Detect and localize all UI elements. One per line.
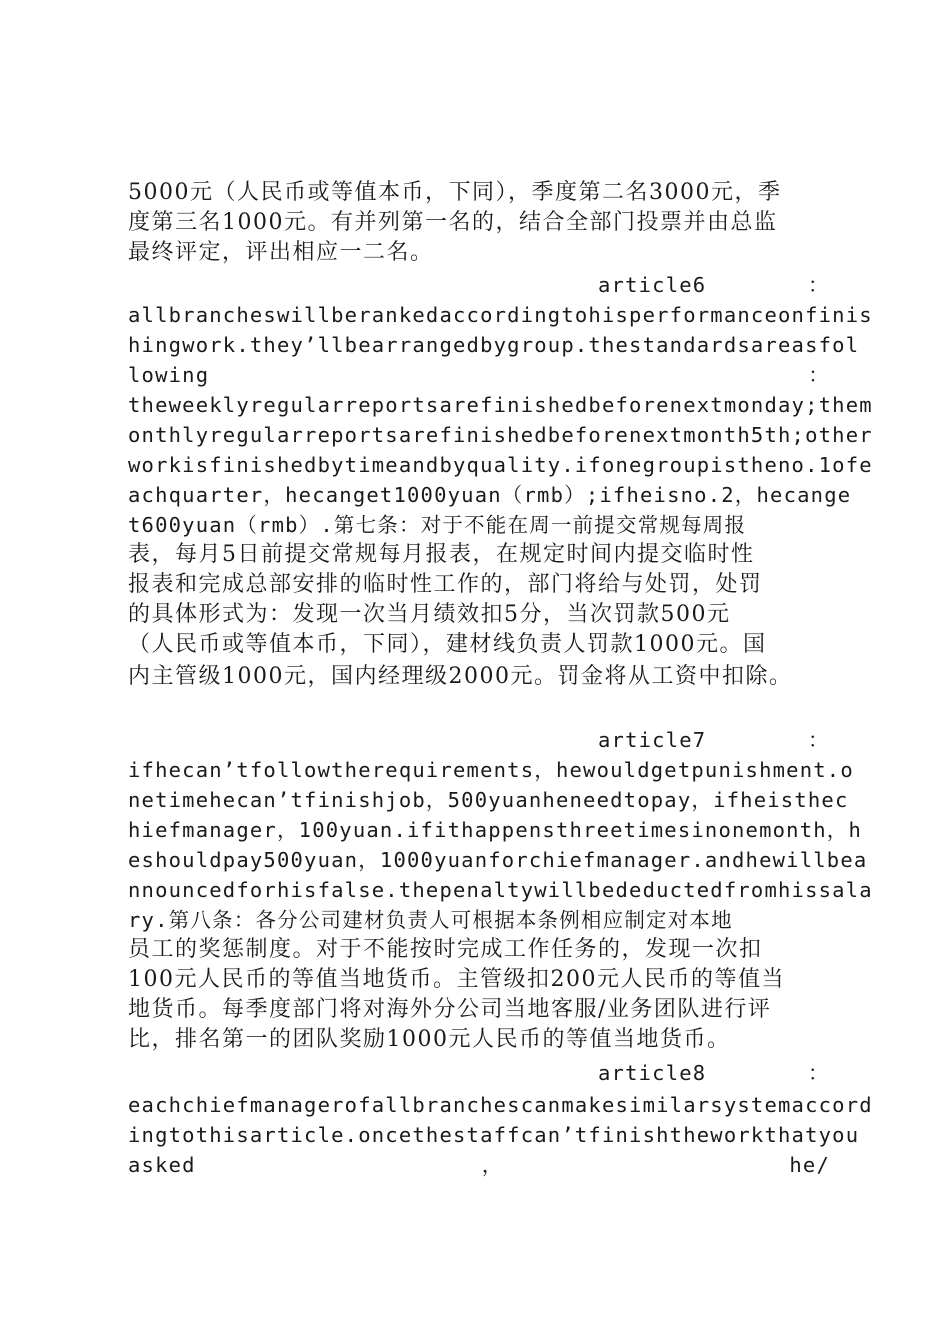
text-line: allbrancheswillberankedaccordingtohisperformanceonfinis [128, 303, 873, 327]
article-7-heading [128, 725, 830, 755]
article-label: article7 [598, 728, 707, 752]
text-line: 5000元（人民币或等值本币，下同），季度第二名3000元，季 [128, 180, 782, 205]
article-8-heading [128, 1058, 830, 1088]
text-line: 内主管级1000元，国内经理级2000元。罚金将从工资中扣除。 [128, 664, 793, 689]
text-line: 比，排名第一的团队奖励1000元人民币的等值当地货币。 [128, 1027, 731, 1052]
text-line: ifhecan’tfollowtherequirements，hewouldgetpunishment.o [128, 758, 854, 782]
text-line-split [128, 360, 830, 390]
split-word: lowing [128, 363, 210, 387]
text-line: theweeklyregularreportsarefinishedbeforenextmonday;them [128, 393, 873, 417]
text-line: 表，每月5日前提交常规每月报表，在规定时间内提交临时性 [128, 542, 755, 567]
text-line: 员工的奖惩制度。对于不能按时完成工作任务的，发现一次扣 [128, 937, 763, 962]
text-line: t600yuan（rmb）.第七条：对于不能在周一前提交常规每周报 [128, 513, 747, 537]
article-colon: ： [808, 728, 830, 752]
text-line: hiefmanager，100yuan.ifithappensthreetimesinonemonth，h [128, 818, 863, 842]
text-line: 100元人民币的等值当地货币。主管级扣200元人民币的等值当 [128, 967, 785, 992]
text-line: eachchiefmanagerofallbranchescanmakesimilarsystemaccord [128, 1093, 873, 1117]
text-line: hingwork.they’llbearrangedbygroup.thestandardsareasfol [128, 333, 860, 357]
text-line: eshouldpay500yuan，1000yuanforchiefmanager.andhewillbea [128, 848, 868, 872]
text-line: 最终评定，评出相应一二名。 [128, 240, 434, 265]
split-end: he/ [789, 1153, 830, 1177]
text-line-split [128, 1150, 830, 1180]
text-line: netimehecan’tfinishjob，500yuanheneedtopay，ifheisthec [128, 788, 849, 812]
article-colon: ： [808, 273, 830, 297]
text-line: workisfinishedbytimeandbyquality.ifonegroupistheno.1ofe [128, 453, 873, 477]
text-line: ry.第八条：各分公司建材负责人可根据本条例相应制定对本地 [128, 908, 733, 932]
article-label: article6 [598, 273, 707, 297]
text-line: nnouncedforhisfalse.thepenaltywillbedeductedfromhissala [128, 878, 873, 902]
text-line: 的具体形式为：发现一次当月绩效扣5分，当次罚款500元 [128, 602, 731, 627]
article-colon: ： [808, 1061, 830, 1085]
text-line: onthlyregularreportsarefinishedbeforenextmonth5th;other [128, 423, 873, 447]
article-label: article8 [598, 1061, 707, 1085]
text-line: 报表和完成总部安排的临时性工作的，部门将给与处罚，处罚 [128, 572, 763, 597]
text-line: 地货币。每季度部门将对海外分公司当地客服/业务团队进行评 [128, 997, 772, 1022]
text-line: achquarter，hecanget1000yuan（rmb）;ifheisno.2，hecange [128, 483, 852, 507]
article-6-heading [128, 270, 830, 300]
split-word: asked [128, 1153, 196, 1177]
text-line: ingtothisarticle.oncethestaffcan’tfinishtheworkthatyou [128, 1123, 860, 1147]
text-line: 度第三名1000元。有并列第一名的，结合全部门投票并由总监 [128, 210, 778, 235]
split-colon: ： [808, 363, 830, 387]
split-comma: ， [481, 1153, 504, 1177]
text-line: （人民币或等值本币，下同），建材线负责人罚款1000元。国 [128, 632, 767, 657]
